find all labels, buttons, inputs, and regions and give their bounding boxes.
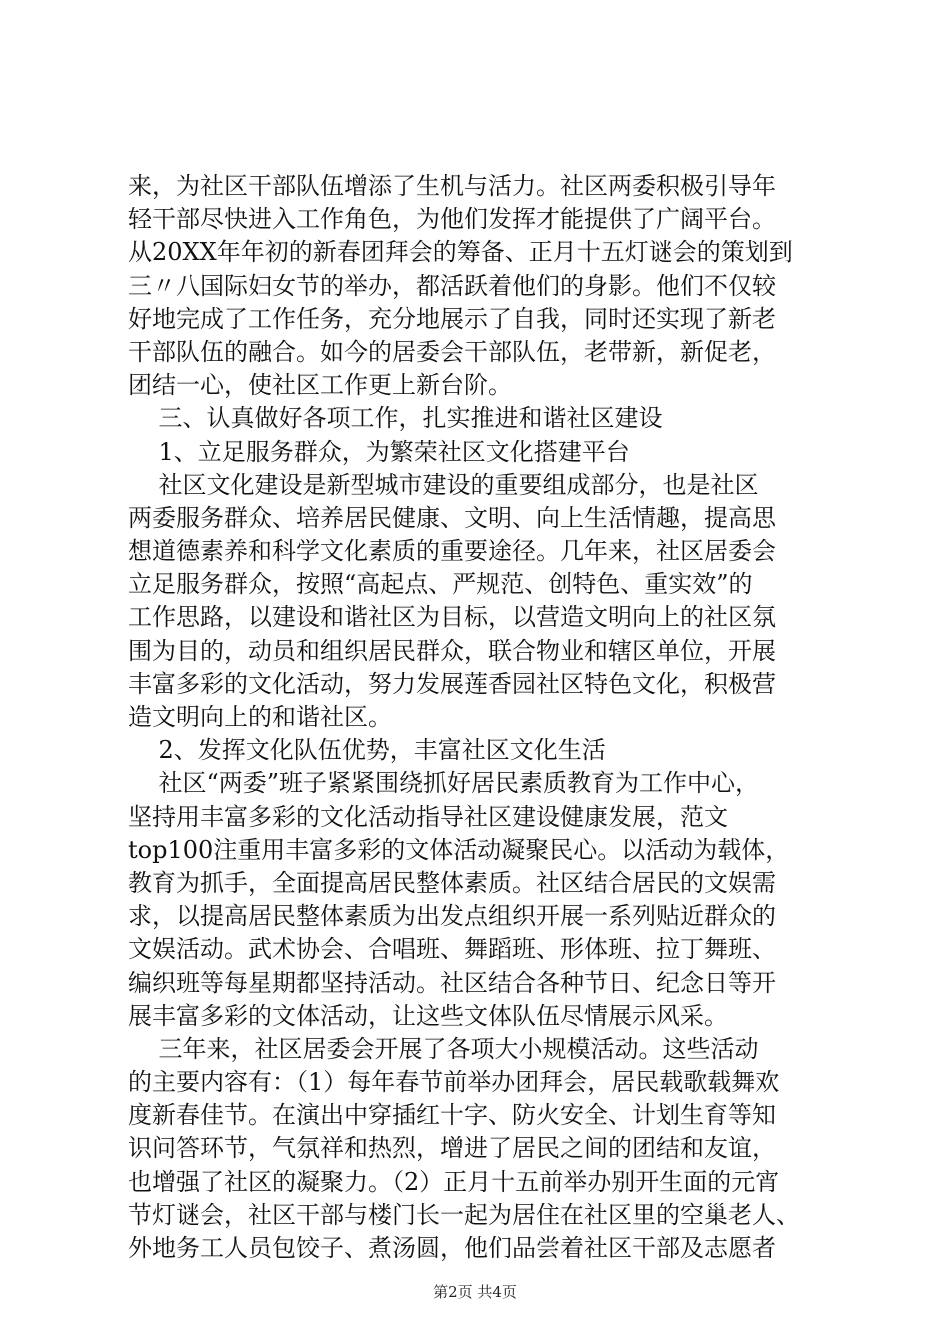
text-line: 立足服务群众，按照“高起点、严规范、创特色、重实效”的 xyxy=(128,570,753,599)
text-line: top100注重用丰富多彩的文体活动凝聚民心。以活动为载体， xyxy=(128,835,790,864)
text-line: 团结一心，使社区工作更上新台阶。 xyxy=(128,371,512,400)
text-line: 展丰富多彩的文体活动，让这些文体队伍尽情展示风采。 xyxy=(128,1001,728,1030)
text-line: 识问答环节，气氛祥和热烈，增进了居民之间的团结和友谊， xyxy=(128,1134,776,1163)
text-line: 造文明向上的和谐社区。 xyxy=(128,703,392,731)
text-line: 外地务工人员包饺子、煮汤圆，他们品尝着社区干部及志愿者 xyxy=(128,1234,776,1262)
text-line: 社区文化建设是新型城市建设的重要组成部分，也是社区 xyxy=(128,470,759,499)
text-line: 求，以提高居民整体素质为出发点组织开展一系列贴近群众的 xyxy=(128,902,776,931)
text-line: 三年来，社区居委会开展了各项大小规模活动。这些活动 xyxy=(128,1034,759,1063)
body-text xyxy=(128,170,828,1265)
text-line: 三〃八国际妇女节的举办，都活跃着他们的身影。他们不仅较 xyxy=(128,271,776,300)
subsection-heading: 2、发挥文化队伍优势，丰富社区文化生活 xyxy=(128,736,606,765)
subsection-heading: 1、立足服务群众，为繁荣社区文化搭建平台 xyxy=(128,437,630,466)
text-line: 度新春佳节。在演出中穿插红十字、防火安全、计划生育等知 xyxy=(128,1101,776,1130)
text-line: 坚持用丰富多彩的文化活动指导社区建设健康发展，范文 xyxy=(128,802,728,831)
text-line: 社区“两委”班子紧紧围绕抓好居民素质教育为工作中心， xyxy=(128,769,760,798)
text-line: 也增强了社区的凝聚力。（2）正月十五前举办别开生面的元宵 xyxy=(128,1167,780,1196)
text-line: 轻干部尽快进入工作角色，为他们发挥才能提供了广阔平台。 xyxy=(128,205,776,234)
text-line: 节灯谜会，社区干部与楼门长一起为居住在社区里的空巢老人、 xyxy=(128,1200,800,1229)
text-line: 编织班等每星期都坚持活动。社区结合各种节日、纪念日等开 xyxy=(128,968,776,997)
text-line: 文娱活动。武术协会、合唱班、舞蹈班、形体班、拉丁舞班、 xyxy=(128,935,776,964)
text-line: 围为目的，动员和组织居民群众，联合物业和辖区单位，开展 xyxy=(128,636,776,665)
section-heading: 三、认真做好各项工作，扎实推进和谐社区建设 xyxy=(128,404,663,433)
text-line: 丰富多彩的文化活动，努力发展莲香园社区特色文化，积极营 xyxy=(128,669,776,698)
text-line: 两委服务群众、培养居民健康、文明、向上生活情趣，提高思 xyxy=(128,503,776,532)
text-line: 干部队伍的融合。如今的居委会干部队伍，老带新，新促老， xyxy=(128,337,776,366)
text-line: 的主要内容有：（1）每年春节前举办团拜会，居民载歌载舞欢 xyxy=(128,1068,780,1097)
text-line: 从20XX年年初的新春团拜会的筹备、正月十五灯谜会的策划到 xyxy=(128,238,793,267)
page-footer xyxy=(0,1281,950,1302)
page-number: 第2页 共4页 xyxy=(433,1283,517,1301)
text-line: 来，为社区干部队伍增添了生机与活力。社区两委积极引导年 xyxy=(128,172,776,200)
text-line: 教育为抓手，全面提高居民整体素质。社区结合居民的文娱需 xyxy=(128,868,776,897)
text-line: 工作思路，以建设和谐社区为目标，以营造文明向上的社区氛 xyxy=(128,603,776,632)
text-line: 好地完成了工作任务，充分地展示了自我，同时还实现了新老 xyxy=(128,304,776,333)
text-line: 想道德素养和科学文化素质的重要途径。几年来，社区居委会 xyxy=(128,537,776,566)
